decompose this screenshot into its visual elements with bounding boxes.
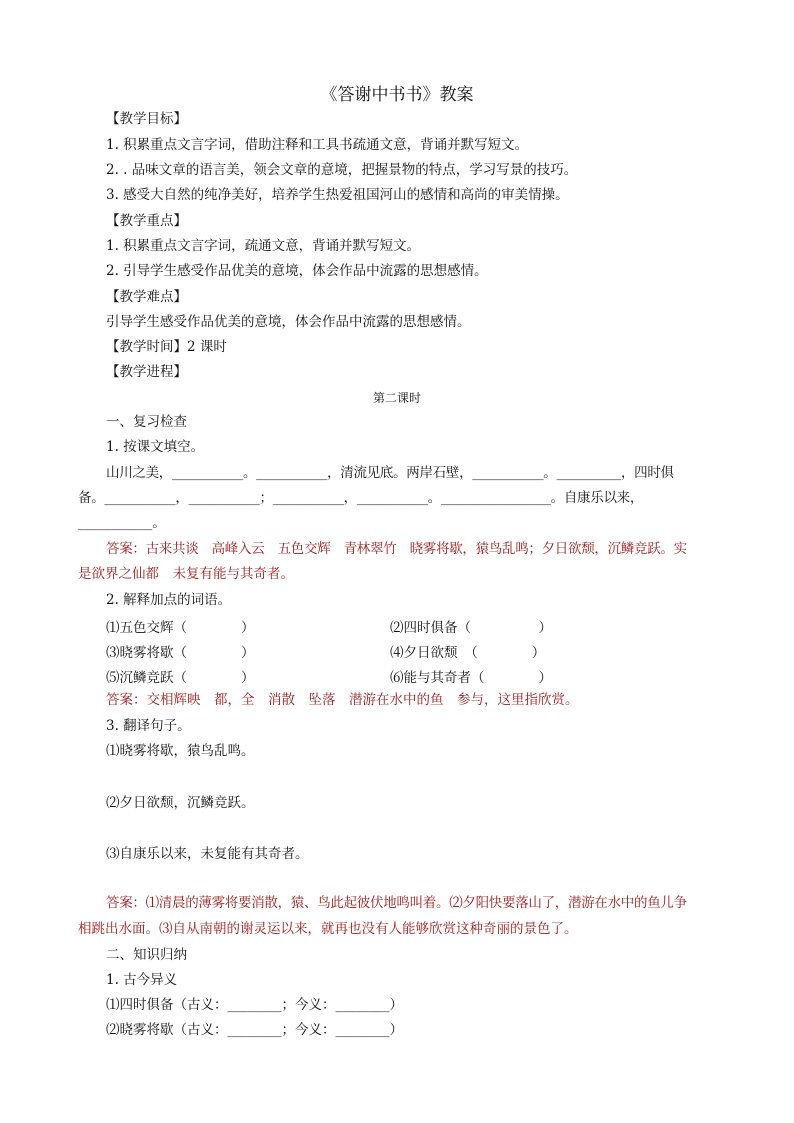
fill-blank-line: ___________。 [78,515,166,531]
key-points-heading: 【教学重点】 [106,213,187,229]
section-heading-summary: 二、知识归纳 [106,947,187,963]
section-heading-review: 一、复习检查 [106,414,187,430]
answer-text: 答案：交相辉映 都，全 消散 坠落 潜游在水中的鱼 参与，这里指欣赏。 [106,692,579,708]
answer-text: 答案：古来共谈 高峰入云 五色交辉 青林翠竹 晓雾将歇，猿鸟乱鸣；夕日欲颓，沉鳞竞跃。实 [106,541,687,557]
page-title: 《答谢中书书》教案 [320,85,474,105]
fill-blank-line: 山川之美，___________。___________，清流见底。两岸石壁，___________。__________，四时俱 [106,465,674,481]
vocab-item: ⑴五色交辉（ ） [106,620,255,636]
objective-item: 3. 感受大自然的纯净美好，培养学生热爱祖国河山的感情和高尚的审美情操。 [106,187,569,203]
teaching-process-heading: 【教学进程】 [106,364,187,380]
lesson-label: 第二课时 [372,391,421,405]
glossary-item: ⑴四时俱备（古义：________；今义：________） [106,997,403,1013]
difficulties-heading: 【教学难点】 [106,289,187,305]
subsection-label: 1. 古今异义 [106,972,178,988]
teaching-time: 【教学时间】2 课时 [106,339,227,355]
vocab-item: ⑷夕日欲颓 （ ） [390,645,546,661]
vocab-item: ⑶晓雾将歇（ ） [106,645,255,661]
key-point-item: 2. 引导学生感受作品优美的意境，体会作品中流露的思想感情。 [106,263,488,279]
translation-item: ⑵夕日欲颓，沉鳞竞跃。 [106,795,255,811]
objective-item: 1. 积累重点文言字词，借助注释和工具书疏通文意，背诵并默写短文。 [106,137,529,153]
fill-blank-line: 备。___________，___________；___________，___________。_________________。自康乐以来， [78,490,644,506]
answer-text: 答案：⑴清晨的薄雾将要消散，猿、鸟此起彼伏地鸣叫着。⑵夕阳快要落山了，潜游在水中的鱼儿争 [106,895,687,911]
vocab-item: ⑹能与其奇者（ ） [390,670,552,686]
key-point-item: 1. 积累重点文言字词，疏通文意，背诵并默写短文。 [106,238,421,254]
answer-text: 相跳出水面。⑶自从南朝的谢灵运以来，就再也没有人能够欣赏这种奇丽的景色了。 [78,921,578,937]
glossary-item: ⑵晓雾将歇（古义：________；今义：________） [106,1022,403,1038]
question-label: 1. 按课文填空。 [106,439,205,455]
question-label: 2. 解释加点的词语。 [106,592,232,608]
objective-item: 2. . 品味文章的语言美，领会文章的意境，把握景物的特点，学习写景的技巧。 [106,162,578,178]
objectives-heading: 【教学目标】 [106,111,187,127]
answer-text: 是欲界之仙都 未复有能与其奇者。 [78,566,294,582]
translation-item: ⑴晓雾将歇，猿鸟乱鸣。 [106,743,255,759]
vocab-item: ⑵四时俱备（ ） [390,620,552,636]
vocab-item: ⑸沉鳞竞跃（ ） [106,670,255,686]
difficulties-text: 引导学生感受作品优美的意境，体会作品中流露的思想感情。 [106,314,471,330]
question-label: 3. 翻译句子。 [106,718,191,734]
translation-item: ⑶自康乐以来，未复能有其奇者。 [106,846,309,862]
